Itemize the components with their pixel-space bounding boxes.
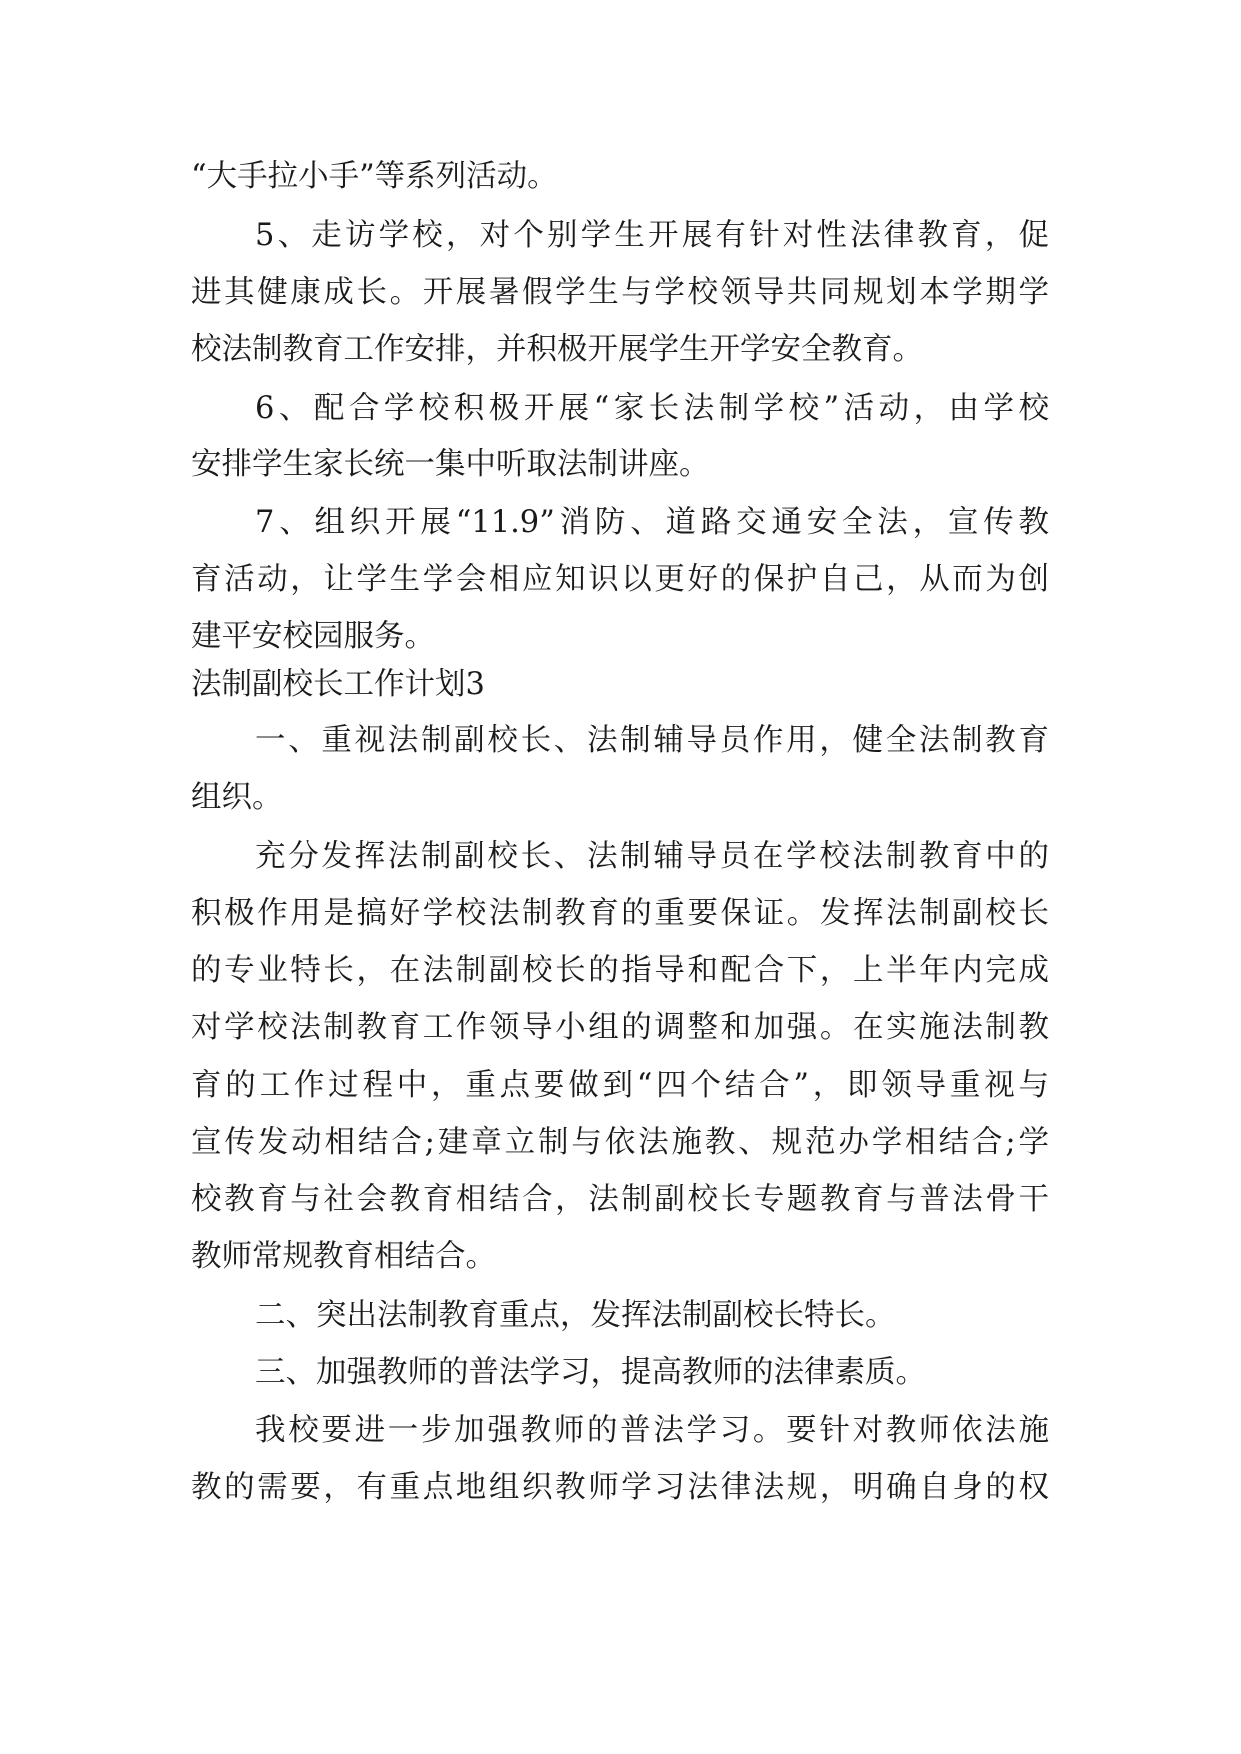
text-line: 育的工作过程中，重点要做到“四个结合”，即领导重视与 bbox=[191, 1068, 1049, 1103]
text-line: 对学校法制教育工作领导小组的调整和加强。在实施法制教 bbox=[191, 1010, 1049, 1045]
text-line: 组织。 bbox=[191, 780, 283, 815]
text-line: 建平安校园服务。 bbox=[191, 619, 435, 654]
text-line: 安排学生家长统一集中听取法制讲座。 bbox=[191, 447, 710, 482]
text-line: 育活动，让学生学会相应知识以更好的保护自己，从而为创 bbox=[191, 562, 1049, 597]
text-line: 校教育与社会教育相结合，法制副校长专题教育与普法骨干 bbox=[191, 1182, 1049, 1217]
text-line: “大手拉小手”等系列活动。 bbox=[191, 159, 558, 194]
text-line: 积极作用是搞好学校法制教育的重要保证。发挥法制副校长 bbox=[191, 896, 1049, 931]
text-line: 二、突出法制教育重点，发挥法制副校长特长。 bbox=[255, 1298, 896, 1333]
text-line: 教师常规教育相结合。 bbox=[191, 1239, 496, 1274]
text-line: 6、配合学校积极开展“家长法制学校”活动，由学校 bbox=[255, 391, 1049, 426]
text-line: 7、组织开展“11.9”消防、道路交通安全法，宣传教 bbox=[255, 505, 1049, 540]
text-line: 进其健康成长。开展暑假学生与学校领导共同规划本学期学 bbox=[191, 275, 1049, 310]
text-line: 教的需要，有重点地组织教师学习法律法规，明确自身的权 bbox=[191, 1470, 1049, 1505]
text-line: 宣传发动相结合;建章立制与依法施教、规范办学相结合;学 bbox=[191, 1125, 1049, 1160]
text-line: 校法制教育工作安排，并积极开展学生开学安全教育。 bbox=[191, 332, 923, 367]
text-line: 三、加强教师的普法学习，提高教师的法律素质。 bbox=[255, 1355, 926, 1390]
text-line: 充分发挥法制副校长、法制辅导员在学校法制教育中的 bbox=[255, 839, 1049, 874]
text-line: 我校要进一步加强教师的普法学习。要针对教师依法施 bbox=[255, 1413, 1049, 1448]
text-line: 一、重视法制副校长、法制辅导员作用，健全法制教育 bbox=[255, 723, 1049, 758]
section-heading: 法制副校长工作计划3 bbox=[191, 667, 485, 702]
text-line: 5、走访学校，对个别学生开展有针对性法律教育，促 bbox=[255, 218, 1049, 253]
text-line: 的专业特长，在法制副校长的指导和配合下，上半年内完成 bbox=[191, 953, 1049, 988]
